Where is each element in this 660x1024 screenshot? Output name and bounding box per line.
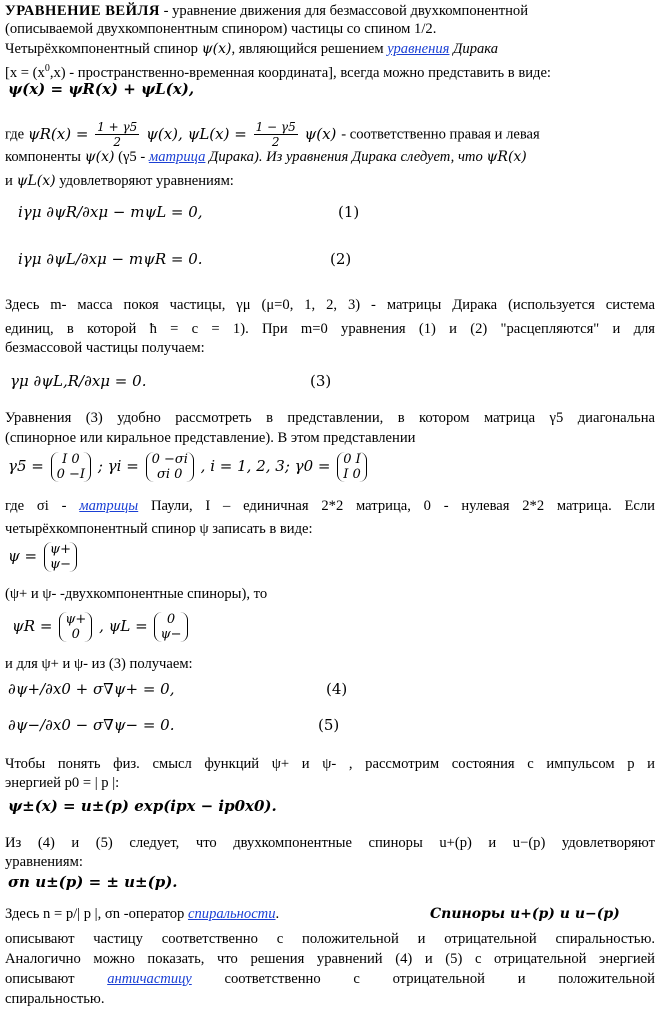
matrix-row: 0 I — [343, 452, 361, 467]
psi-symbol: ψ(x) — [84, 149, 115, 165]
numerator: 1 + γ5 — [97, 120, 138, 134]
para-2-line-2 — [5, 148, 527, 166]
para-3-line-1: Здесь m- масса покоя частицы, γμ (μ=0, 1, 2, 3) - матрицы Дирака (используется система — [5, 297, 655, 313]
text: ,x) - пространственно-временная координата], всегда можно представить в виде: — [49, 64, 551, 81]
matrix-gammai — [146, 452, 194, 482]
eq-part: ψ = — [8, 547, 38, 565]
para-10-line-1 — [5, 905, 655, 923]
equation-psiL — [187, 120, 342, 149]
numerator: 1 − γ5 — [255, 120, 296, 134]
eq-part: ; γi = — [97, 457, 139, 475]
eq-part: , i = 1, 2, 3; γ0 = — [200, 457, 331, 475]
link-equations[interactable]: уравнения — [387, 41, 450, 57]
equation-2: iγμ ∂ψL/∂xμ − mψR = 0. — [18, 250, 203, 268]
equation-1-number: (1) — [338, 203, 360, 221]
para-10-line-3: Аналогично можно показать, что решения уравнений (4) и (5) с отрицательной энергией — [5, 951, 655, 967]
superscript: 0 — [44, 63, 50, 74]
eq-part: ψL(x) = — [187, 124, 247, 143]
equation-5: ∂ψ−/∂x0 − σ∇ψ− = 0. — [8, 716, 175, 734]
text: Здесь n = p/| p |, σn -оператор — [5, 906, 188, 922]
matrix-row: ψ− — [49, 557, 71, 572]
para-8-line-2: энергией p0 = | p |: — [5, 775, 120, 791]
para-9-line-1: Из (4) и (5) следует, что двухкомпонентные спиноры u+(p) и u−(p) удовлетворяют — [5, 835, 655, 851]
equation-psiR — [27, 120, 188, 149]
fraction — [254, 120, 298, 149]
link-matrices[interactable]: матрицы — [79, 498, 139, 514]
equation-2-number: (2) — [330, 250, 352, 268]
equation-plane-wave: ψ±(x) = u±(p) exp(ipx − ip0x0). — [8, 797, 277, 815]
text: Четырёхкомпонентный спинор — [5, 41, 202, 57]
denominator: 2 — [271, 135, 280, 149]
link-matrix[interactable]: матрица — [148, 149, 206, 165]
text: где σi - — [5, 498, 80, 514]
para-6: (ψ+ и ψ- -двухкомпонентные спиноры), то — [5, 586, 268, 602]
para-4-line-2: (спинорное или киральное представление). В этом представлении — [5, 430, 416, 446]
matrix-row: I 0 — [343, 467, 361, 482]
para-3-line-3: безмассовой частицы получаем: — [5, 340, 205, 356]
matrix-gamma0 — [337, 452, 367, 482]
intro-line-2 — [5, 20, 436, 38]
para-3-line-2: единиц, в которой ħ = c = 1). При m=0 уравнения (1) и (2) "расцепляются" и для — [5, 321, 655, 337]
matrix-row: 0 — [71, 627, 80, 642]
psi-symbol: ψR(x) — [486, 149, 527, 165]
para-2-line-3 — [5, 172, 234, 190]
eq-part: ψ(x), — [146, 124, 183, 143]
matrix-row: ψ+ — [65, 612, 87, 627]
text: , являющийся решением — [231, 41, 388, 57]
equation-psi-vector — [8, 542, 79, 572]
matrix-gamma5 — [51, 452, 91, 482]
matrix-psiR — [59, 612, 92, 642]
equation-1: iγμ ∂ψR/∂xμ − mψL = 0, — [18, 203, 203, 221]
intro-text: - уравнение движения для безмассовой двухкомпонентной — [159, 3, 529, 19]
text: (γ5 - — [114, 149, 149, 165]
fraction — [95, 120, 139, 149]
matrix-row: ψ+ — [49, 542, 71, 557]
para-9-line-2: уравнениям: — [5, 854, 83, 870]
psi-symbol: ψL(x) — [16, 173, 56, 189]
link-antiparticle[interactable]: античастицу — [107, 971, 192, 987]
text: соответственно с отрицательной и положительной — [191, 971, 655, 987]
matrix-row: 0 — [166, 612, 176, 627]
para-5-line-2: четырёхкомпонентный спинор ψ записать в виде: — [5, 521, 313, 537]
equation-decomposition: ψ(x) = ψR(x) + ψL(x), — [8, 80, 195, 98]
matrix-row: 0 −σi — [151, 452, 188, 467]
matrix-psi — [44, 542, 77, 572]
page-title: УРАВНЕНИЕ ВЕЙЛЯ — [5, 3, 160, 19]
intro-line-1 — [5, 2, 528, 20]
text: компоненты — [5, 149, 85, 165]
intro-text-2: (описываемой двухкомпонентным спинором) частицы со спином — [5, 21, 415, 37]
equation-4: ∂ψ+/∂x0 + σ∇ψ+ = 0, — [8, 680, 175, 698]
equation-gamma-matrices — [8, 452, 369, 482]
psi-projectors-line — [5, 120, 540, 149]
text: удовлетворяют уравнениям: — [55, 173, 234, 189]
eq-part: ψR(x) = — [27, 124, 89, 143]
text: и — [5, 173, 17, 189]
para-1-line-2 — [5, 60, 551, 82]
matrix-row: σi 0 — [157, 467, 183, 482]
link-helicity[interactable]: спиральности — [188, 906, 276, 922]
para-5-line-1 — [5, 497, 655, 515]
matrix-row: ψ− — [160, 627, 182, 642]
eq-part: ψR = — [12, 617, 53, 635]
equation-helicity: σn u±(p) = ± u±(p). — [8, 873, 178, 891]
text: - соответственно правая и левая — [341, 126, 540, 143]
equation-3-number: (3) — [310, 372, 332, 390]
para-10-line-5: спиральностью. — [5, 991, 105, 1007]
text: . — [275, 906, 280, 922]
denominator: 2 — [113, 135, 122, 149]
para-8-line-1: Чтобы понять физ. смысл функций ψ+ и ψ- , рассмотрим состояния с импульсом p и — [5, 756, 655, 772]
eq-part: γ5 = — [8, 457, 44, 475]
eq-part: , ψL = — [99, 617, 148, 635]
equation-3: γμ ∂ψL,R/∂xμ = 0. — [10, 372, 147, 390]
psi-symbol: ψ(x) — [201, 41, 232, 57]
equation-5-number: (5) — [318, 716, 340, 734]
matrix-psiL — [154, 612, 187, 642]
text: описывают — [5, 971, 108, 987]
matrix-row: I 0 — [62, 452, 80, 467]
eq-part: ψ(x) — [304, 124, 337, 143]
text: где — [5, 126, 25, 143]
text: Дирака). Из уравнения Дирака следует, что — [205, 149, 487, 165]
equation-psiR-psiL-vectors — [12, 612, 190, 642]
text: [x = (x — [5, 64, 45, 81]
para-7: и для ψ+ и ψ- из (3) получаем: — [5, 656, 193, 672]
para-1-line-1 — [5, 40, 498, 58]
spinors-text: Спиноры u+(p) и u−(p) — [430, 906, 620, 922]
dirac-label: Дирака — [449, 41, 499, 57]
matrix-row: 0 −I — [56, 467, 86, 482]
equation-4-number: (4) — [326, 680, 348, 698]
para-10-line-4 — [5, 970, 655, 988]
text: Паули, I – единичная 2*2 матрица, 0 - нулевая 2*2 матрица. Если — [138, 498, 655, 514]
spin-value: 1/2. — [414, 21, 437, 37]
para-4-line-1: Уравнения (3) удобно рассмотреть в представлении, в котором матрица γ5 диагональна — [5, 410, 655, 426]
para-10-line-2: описывают частицу соответственно с положительной и отрицательной спиральностью. — [5, 931, 655, 947]
